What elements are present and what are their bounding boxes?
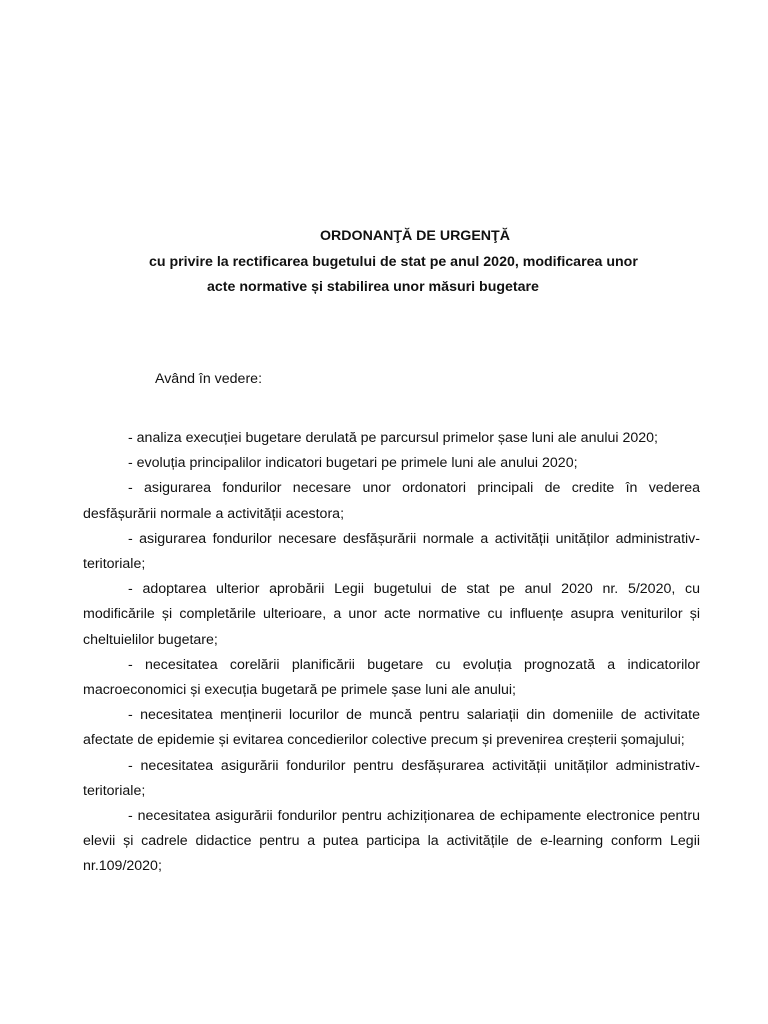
consideration-paragraph: - evoluția principalilor indicatori bugetari pe primele luni ale anului 2020; <box>128 455 578 472</box>
consideration-paragraph: - asigurarea fondurilor necesare desfășurării normale a activității unităților administrativ-teritoriale; <box>83 530 700 573</box>
document-subtitle-line-2: acte normative și stabilirea unor măsuri bugetare <box>207 279 539 295</box>
consideration-paragraph: - asigurarea fondurilor necesare unor ordonatori principali de credite în vederea desfășurării normale a activității acestora; <box>83 480 700 522</box>
consideration-paragraph: - necesitatea corelării planificării bugetare cu evoluția prognozată a indicatorilor macroeconomici și execuția bugetară pe primele șase luni ale anului; <box>83 656 700 699</box>
consideration-paragraph: - adoptarea ulterior aprobării Legii bugetului de stat pe anul 2020 nr. 5/2020, cu modificările și completările ulterioare, a unor acte normative cu influențe asupra veniturilor și cheltuielilor bugetare; <box>83 581 700 648</box>
considerations-list <box>83 426 700 880</box>
document-subtitle-line-1: cu privire la rectificarea bugetului de stat pe anul 2020, modificarea unor <box>149 254 638 270</box>
consideration-paragraph: - necesitatea asigurării fondurilor pentru achiziționarea de echipamente electronice pentru elevii și cadrele didactice pentru a putea participa la activitățile de e-learning conform Legii nr.109/2020; <box>83 808 700 875</box>
document-title: ORDONANŢĂ DE URGENŢĂ <box>320 228 510 244</box>
consideration-paragraph: - necesitatea menținerii locurilor de muncă pentru salariații din domeniile de activitate afectate de epidemie și evitarea concedierilor colective precum și prevenirea creșterii șomajului; <box>83 707 700 749</box>
consideration-paragraph: - analiza execuției bugetare derulată pe parcursul primelor șase luni ale anului 2020; <box>128 430 658 446</box>
consideration-paragraph: - necesitatea asigurării fondurilor pentru desfășurarea activității unităților administrativ-teritoriale; <box>83 757 700 799</box>
intro-text: Având în vedere: <box>155 371 263 387</box>
